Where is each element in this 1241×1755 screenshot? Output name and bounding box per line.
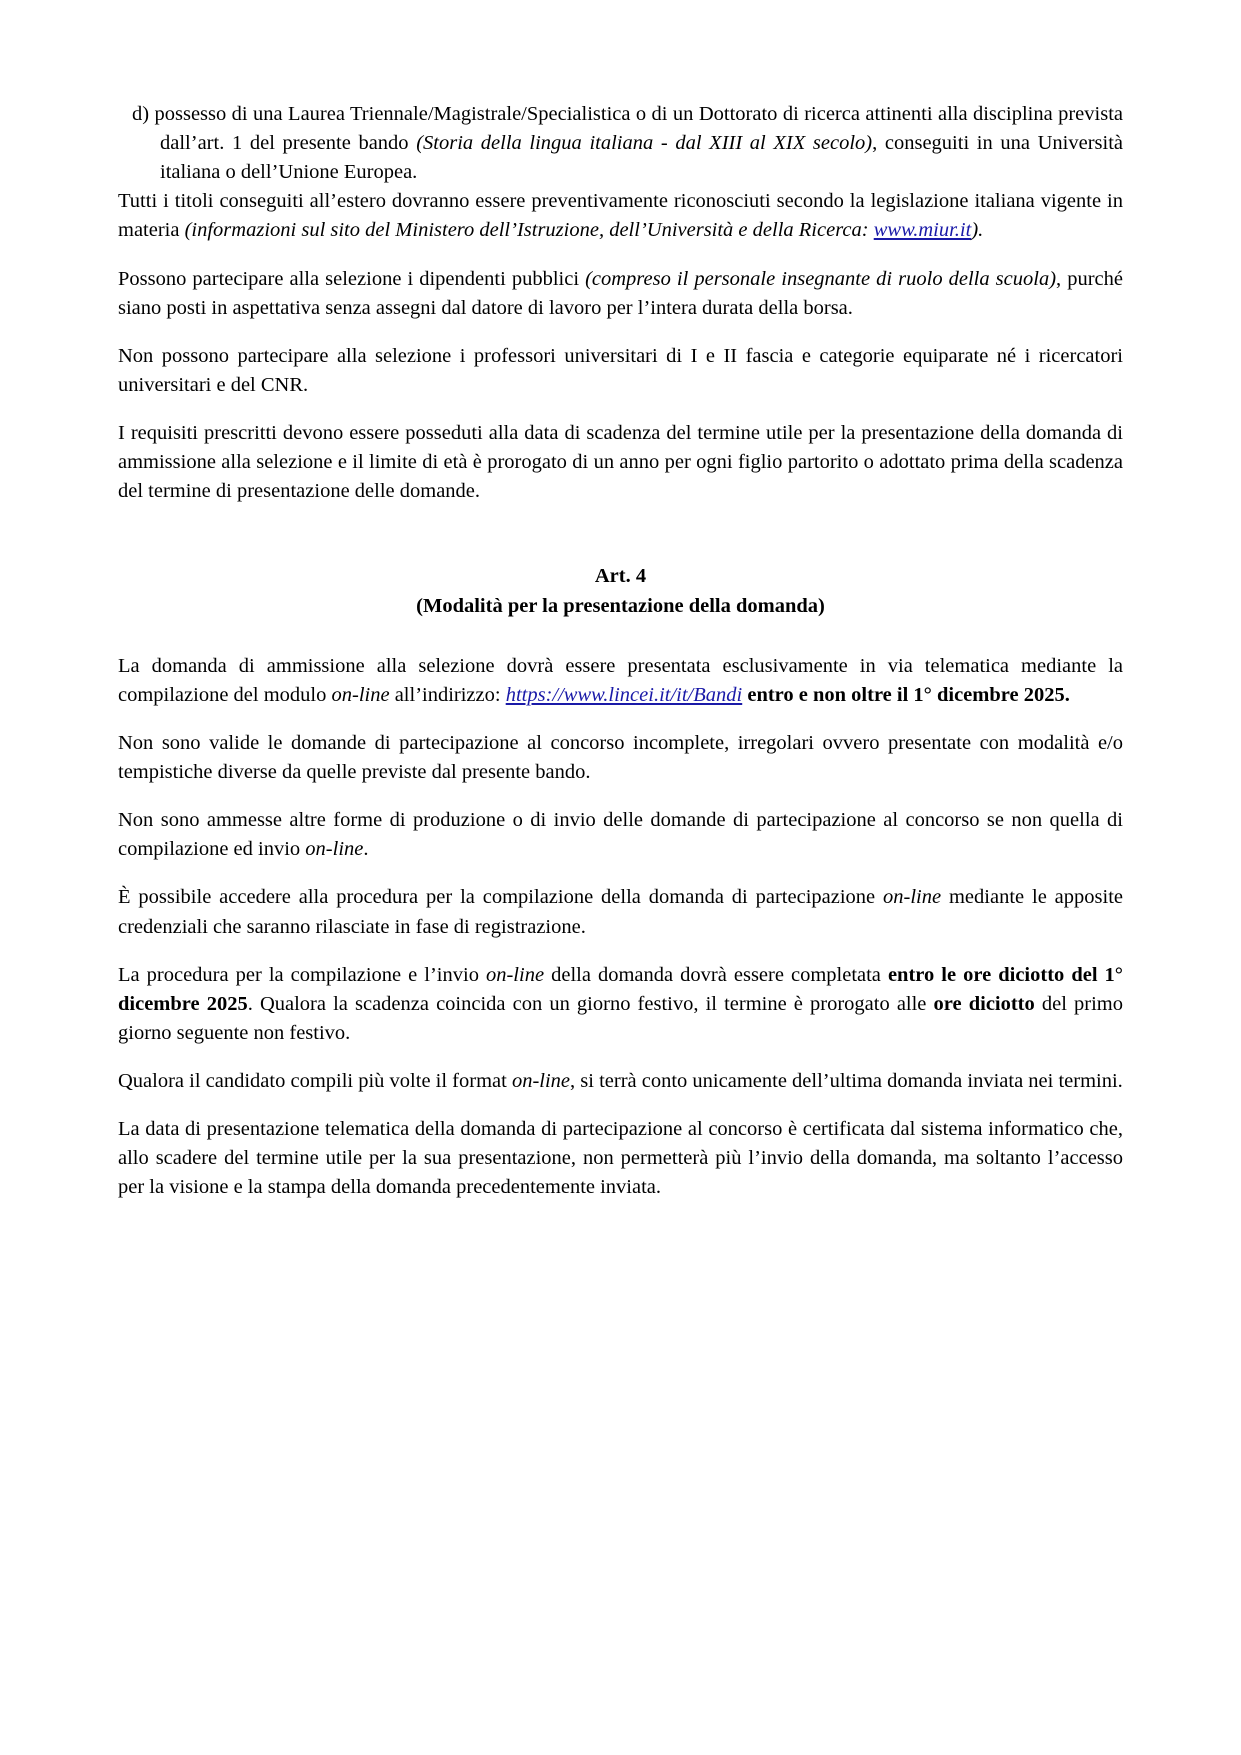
paragraph-italic-online: on-line: [883, 886, 942, 909]
paragraph-text-cont: .: [363, 838, 369, 861]
paragraph-italic-online: on-line: [331, 683, 390, 706]
paragraph-text: Qualora il candidato compili più volte il format: [118, 1069, 512, 1092]
paragraph-italic-online: on-line: [511, 1069, 571, 1092]
paragraph-text: Tutti i titoli conseguiti all’estero dovranno essere preventivamente riconosciuti secondo la legislazione italiana vigente in materia: [118, 190, 1123, 242]
paragraph-italic-online: on-line: [485, 963, 545, 986]
paragraph-text-cont2: . Qualora la scadenza coincida con un giorno festivo, il termine è prorogato alle: [247, 992, 934, 1015]
paragraph-text: La domanda di ammissione alla selezione dovrà essere presentata esclusivamente in via telematica mediante la compilazione del modulo: [118, 654, 1123, 706]
paragraph-text-cont: della domanda dovrà essere completata: [544, 963, 888, 986]
paragraph-text-cont: , si terrà conto unicamente dell’ultima domanda inviata nei termini.: [570, 1069, 1123, 1092]
article-heading-block: [118, 562, 1123, 621]
paragraph-text: Non sono ammesse altre forme di produzione o di invio delle domande di partecipazione al concorso se non quella di compilazione ed invio: [118, 809, 1123, 861]
paragraph-esclusioni: Non possono partecipare alla selezione i professori universitari di I e II fascia e categorie equiparate né i ricercatori universitari e del CNR.: [118, 344, 1123, 396]
ore-diciotto-bold: ore diciotto: [933, 992, 1035, 1015]
deadline-hour-bold: entro le ore diciotto del 1° dicembre 2025: [118, 963, 1123, 1015]
paragraph-italic-note: (compreso il personale insegnante di ruolo della scuola): [585, 267, 1057, 290]
document-body: [118, 100, 1123, 1202]
paragraph-text: È possibile accedere alla procedura per la compilazione della domanda di partecipazione: [118, 886, 884, 909]
list-item: [118, 100, 1123, 187]
miur-link[interactable]: www.miur.it: [873, 219, 972, 242]
paragraph-domande-non-valide: Non sono valide le domande di partecipazione al concorso incomplete, irregolari ovvero presentate con modalità e/o tempistiche diverse da quelle previste dal presente bando.: [118, 731, 1123, 784]
paragraph-requisiti: I requisiti prescritti devono essere posseduti alla data di scadenza del termine utile per la presentazione della domanda di ammissione alla selezione e il limite di età è prorogato di un anno per ogni figlio partorito o adottato prima della scadenza del termine di presentazione delle domande.: [118, 421, 1123, 503]
paragraph-titoli-estero: [118, 187, 1123, 245]
paragraph-procedura-invio: [118, 961, 1123, 1048]
article-number: Art. 4: [594, 565, 647, 588]
paragraph-text: Possono partecipare alla selezione i dipendenti pubblici: [118, 267, 586, 290]
paragraph-forme-invio: [118, 806, 1123, 864]
list-item-text-line2a: attinenti alla disciplina prevista dall’art. 1 del presente bando: [160, 103, 1123, 155]
paragraph-credenziali: [118, 883, 1123, 941]
paragraph-domanda-telematica: [118, 652, 1123, 710]
paragraph-text-end: del primo giorno seguente non festivo.: [118, 992, 1123, 1044]
paragraph-text: La procedura per la compilazione e l’invio: [118, 963, 486, 986]
list-item-italic-note: (Storia della lingua italiana - dal XIII al XIX secolo): [416, 132, 873, 155]
deadline-bold: entro e non oltre il 1° dicembre 2025.: [742, 683, 1070, 706]
paragraph-italic-online: on-line: [305, 838, 364, 861]
article-title: (Modalità per la presentazione della domanda): [416, 595, 825, 618]
paragraph-data-certificata: La data di presentazione telematica della domanda di partecipazione al concorso è certificata dal sistema informatico che, allo scadere del termine utile per la sua presentazione, non permetterà più l’invio della domanda, ma soltanto l’accesso per la visione e la stampa della domanda precedentemente inviata.: [118, 1118, 1123, 1199]
paragraph-italic-close: ).: [971, 219, 984, 242]
paragraph-piu-volte: [118, 1067, 1123, 1096]
paragraph-text-cont: mediante le apposite credenziali che saranno rilasciate in fase di registrazione.: [118, 886, 1123, 938]
paragraph-italic-note: (informazioni sul sito del Ministero dell’Istruzione, dell’Università e della Ricerca:: [184, 219, 874, 242]
paragraph-dipendenti-pubblici: [118, 265, 1123, 323]
paragraph-text-cont: all’indirizzo:: [389, 683, 506, 706]
list-item-text-line2b: , conseguiti in una Università italiana o dell’Unione Europea.: [160, 132, 1123, 184]
list-item-text-line1: d) possesso di una Laurea Triennale/Magistrale/Specialistica o di un Dottorato di ricerca: [132, 103, 860, 125]
bandi-link[interactable]: https://www.lincei.it/it/Bandi: [505, 683, 743, 706]
paragraph-text-cont: , purché siano posti in aspettativa senza assegni dal datore di lavoro per l’intera durata della borsa.: [118, 267, 1123, 319]
